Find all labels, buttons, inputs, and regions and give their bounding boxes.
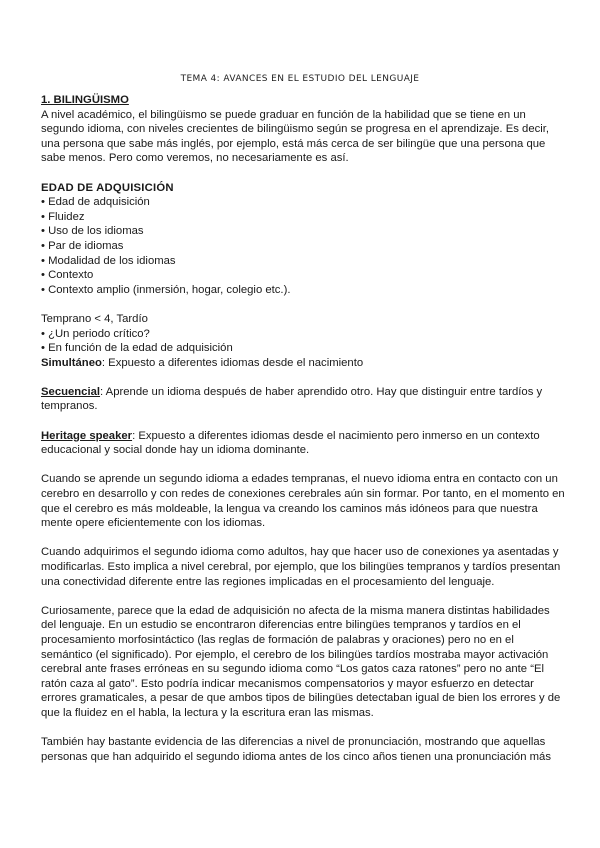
- paragraph-adultos: Cuando adquirimos el segundo idioma como adultos, hay que hacer uso de conexiones ya asentadas y modificarlas. Esto implica a nivel cerebral, por ejemplo, que los bilingües tempranos y tardíos presentan una conectividad diferente entre las regiones implicadas en el procesamiento del lenguaje.: [41, 546, 561, 588]
- list-item: • Edad de adquisición: [41, 196, 150, 209]
- spacer: [41, 589, 566, 604]
- simultaneo-definition: [41, 356, 566, 371]
- list-item: • ¿Un periodo crítico?: [41, 327, 150, 340]
- temprano-line: Temprano < 4, Tardío: [41, 312, 148, 325]
- list-item: • Par de idiomas: [41, 239, 124, 252]
- spacer: [41, 297, 566, 312]
- list-item: • Fluidez: [41, 210, 85, 223]
- definition-text: : Expuesto a diferentes idiomas desde el nacimiento pero inmerso en un contexto educacional y social donde hay un idioma dominante.: [41, 429, 540, 457]
- document-body: [41, 93, 566, 764]
- section-heading-bilinguismo: 1. BILINGÜISMO: [41, 94, 129, 106]
- spacer: [41, 414, 566, 429]
- factors-list: [41, 195, 566, 297]
- paragraph-temprano-cerebro: Cuando se aprende un segundo idioma a edades tempranas, el nuevo idioma entra en contacto con un cerebro en desarrollo y con redes de conexiones cerebrales aún sin formar. Por tanto, en el momento en que el cerebro es más moldeable, la lengua va creando los caminos más idóneos para que nuestra mente opere eficientemente con los idiomas.: [41, 473, 565, 530]
- list-item: • Uso de los idiomas: [41, 225, 144, 238]
- intro-paragraph: A nivel académico, el bilingüismo se puede graduar en función de la habilidad que se tiene en un segundo idioma, con niveles crecientes de bilingüismo según se progresa en el aprendizaje. Es decir, una persona que sabe más inglés, por ejemplo, está más cerca de ser bilingüe que una persona que sabe menos. Pero como veremos, no necesariamente es así.: [41, 108, 550, 165]
- paragraph-edad-habilidades: Curiosamente, parece que la edad de adquisición no afecta de la misma manera distintas habilidades del lenguaje. En un estudio se encontraron diferencias entre bilingües tempranos y tardíos en el procesamiento morfosintáctico (las reglas de formación de palabras y oraciones) pero no en el semántico (el significado). Por ejemplo, el cerebro de los bilingües tardíos mostraba mayor activación cerebral ante frases erróneas en su segundo idioma como “Los gatos caza ratones” pero no ante “El ratón caza al gato”. Esto podría indicar mecanismos compensatorios y mayor esfuerzo en detectar errores gramaticales, a pesar de que ambos tipos de bilingües detectaban igual de bien los errores y de que la fluidez en el habla, la lectura y la escritura eran las mismas.: [41, 604, 561, 719]
- list-item: • Contexto: [41, 269, 94, 282]
- term-simultaneo: Simultáneo: [41, 356, 102, 369]
- list-item: • Contexto amplio (inmersión, hogar, colegio etc.).: [41, 283, 291, 296]
- paragraph-pronunciacion: También hay bastante evidencia de las diferencias a nivel de pronunciación, mostrando que aquellas personas que han adquirido el segundo idioma antes de los cinco años tienen una pronunciación más: [41, 736, 551, 763]
- list-item: • En función de la edad de adquisición: [41, 342, 233, 355]
- spacer: [41, 721, 566, 736]
- heritage-definition: [41, 429, 566, 458]
- temprano-list: [41, 327, 566, 356]
- term-secuencial: Secuencial: [41, 385, 101, 398]
- definition-text: : Expuesto a diferentes idiomas desde el nacimiento: [101, 356, 364, 369]
- definition-text: : Aprende un idioma después de haber aprendido otro. Hay que distinguir entre tardíos y tempranos.: [41, 385, 543, 413]
- page-title: TEMA 4: AVANCES EN EL ESTUDIO DEL LENGUAJE: [180, 74, 420, 84]
- spacer: [41, 166, 566, 181]
- secuencial-definition: [41, 385, 566, 414]
- spacer: [41, 458, 566, 473]
- subheading-edad-adquisicion: EDAD DE ADQUISICIÓN: [41, 181, 174, 194]
- spacer: [41, 531, 566, 546]
- spacer: [41, 370, 566, 385]
- list-item: • Modalidad de los idiomas: [41, 254, 176, 267]
- term-heritage-speaker: Heritage speaker: [41, 429, 133, 442]
